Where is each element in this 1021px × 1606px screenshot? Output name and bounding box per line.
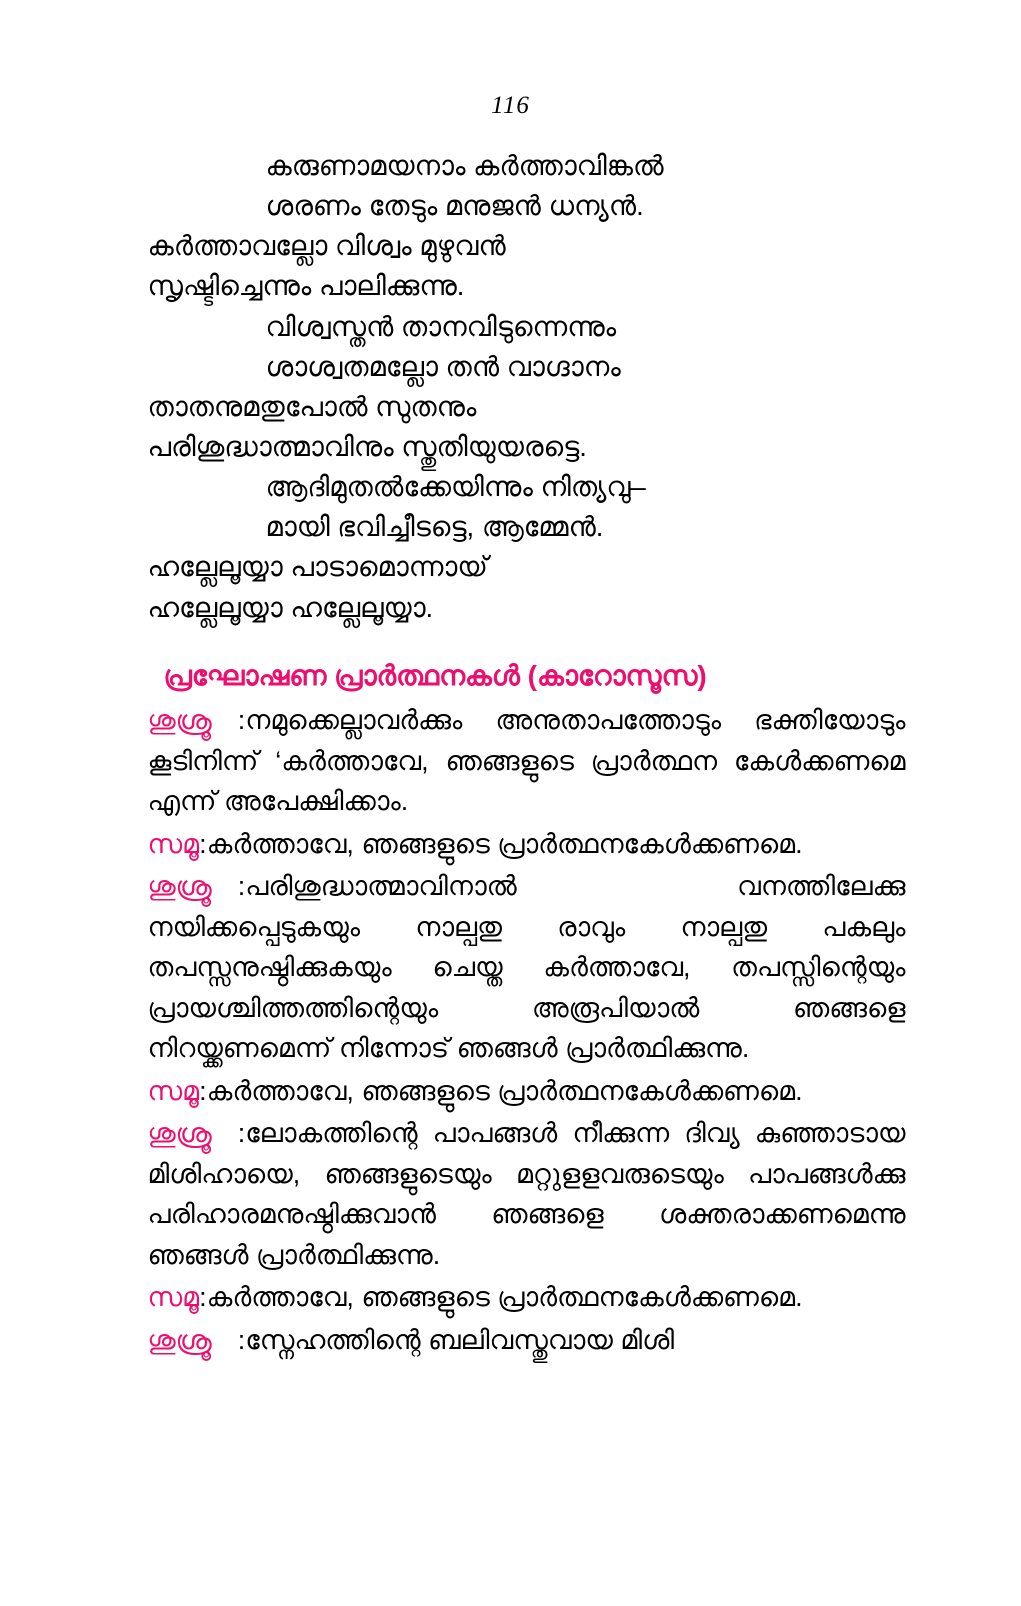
prayer-list [148, 700, 906, 1360]
prayer-item [148, 1320, 906, 1361]
prayer-item [148, 700, 906, 822]
page-content [116, 146, 906, 1360]
prayer-text: ലോകത്തിന്റെ പാപങ്ങൾ നീക്കുന്ന ദിവ്യ കുഞ്ഞാടായ മിശിഹായെ, ഞങ്ങളുടെയും മറ്റുളളവരുടെയും പാപങ്ങൾക്കു പരിഹാരമനുഷ്ഠിക്കുവാൻ ഞങ്ങളെ ശക്തരാക്കണമെന്നു ഞങ്ങൾ പ്രാർത്ഥിക്കുന്നു. [147, 1118, 906, 1270]
speaker-colon: : [237, 871, 246, 902]
speaker-colon: : [199, 1075, 207, 1106]
prayer-text: പരിശുദ്ധാത്മാവിനാൽ വനത്തിലേക്കു നയിക്കപ്പെടുകയും നാല്പതു രാവും നാല്പതു പകലും തപസ്സനുഷ്ഠിക്കുകയും ചെയ്ത കർത്താവേ, തപസ്സിന്റെയും പ്രായശ്ചിത്തത്തിന്റെയും അരൂപിയാൽ ഞങ്ങളെ നിറയ്ക്കണമെന്ന് നിന്നോട് ഞങ്ങൾ പ്രാർത്ഥിക്കുന്നു. [147, 871, 906, 1064]
hymn-line: കരുണാമയനാം കർത്താവിങ്കൽ [265, 150, 664, 181]
speaker-label: സമൂ [147, 828, 200, 859]
speaker-colon: : [237, 705, 246, 736]
prayer-text: നമുക്കെല്ലാവർക്കും അനുതാപത്തോടും ഭക്തിയോടും കൂടിനിന്ന് ‘കർത്താവേ, ഞങ്ങളുടെ പ്രാർത്ഥന കേൾക്കണമെ എന്ന് അപേക്ഷിക്കാം. [147, 705, 906, 817]
speaker-label: ശുശ്രൂ [147, 871, 212, 902]
speaker-colon: : [199, 828, 207, 859]
speaker-label: ശുശ്രൂ [147, 705, 212, 736]
prayer-text: കർത്താവേ, ഞങ്ങളുടെ പ്രാർത്ഥനകേൾക്കണമെ. [206, 828, 803, 859]
speaker-label: സമൂ [147, 1075, 200, 1106]
prayer-item [148, 866, 906, 1069]
section-heading: പ്രഘോഷണ പ്രാർത്ഥനകൾ (കാറോസൂസ) [163, 659, 707, 691]
hymn-line: സൃഷ്ടിച്ചെന്നും പാലിക്കുന്നു. [147, 270, 465, 302]
speaker-colon: : [199, 1282, 207, 1313]
prayer-item [148, 1277, 906, 1318]
hymn-line: ഹല്ലേലൂയ്യാ പാടാമൊന്നായ് [147, 551, 488, 583]
prayer-text: സ്നേഹത്തിന്റെ ബലിവസ്തുവായ മിശി [245, 1324, 675, 1355]
hymn-line: വിശ്വസ്തൻ താനവിടുന്നെന്നും [265, 310, 617, 342]
hymn-line: താതനുമതുപോൽ സുതനും [147, 390, 477, 422]
speaker-label: ശുശ്രൂ [147, 1324, 212, 1355]
prayer-item [148, 1071, 906, 1112]
hymn-line: പരിശുദ്ധാത്മാവിനും സ്തുതിയുയരട്ടെ. [147, 430, 587, 462]
speaker-label: ശുശ്രൂ [147, 1118, 212, 1149]
prayer-item [148, 824, 906, 865]
hymn-line: മായി ഭവിച്ചീടട്ടെ, ആമ്മേൻ. [265, 511, 604, 543]
hymn-line: ശാശ്വതമല്ലോ തൻ വാഗ്ദാനം [265, 350, 621, 382]
prayer-item [148, 1113, 906, 1275]
hymn-block [148, 146, 906, 628]
hymn-line: ശരണം തേടും മനുജൻ ധന്യൻ. [265, 190, 644, 222]
speaker-label: സമൂ [147, 1282, 200, 1313]
hymn-line: ഹല്ലേലൂയ്യാ ഹല്ലേലൂയ്യാ. [147, 591, 434, 623]
prayer-text: കർത്താവേ, ഞങ്ങളുടെ പ്രാർത്ഥനകേൾക്കണമെ. [206, 1282, 803, 1313]
hymn-line: കർത്താവല്ലോ വിശ്വം മുഴുവൻ [147, 230, 506, 262]
speaker-colon: : [237, 1118, 246, 1149]
prayer-text: കർത്താവേ, ഞങ്ങളുടെ പ്രാർത്ഥനകേൾക്കണമെ. [206, 1075, 803, 1106]
speaker-colon: : [237, 1324, 246, 1355]
hymn-line: ആദിമുതൽക്കേയിന്നും നിത്യവു– [265, 471, 646, 503]
page-number: 116 [491, 92, 530, 119]
